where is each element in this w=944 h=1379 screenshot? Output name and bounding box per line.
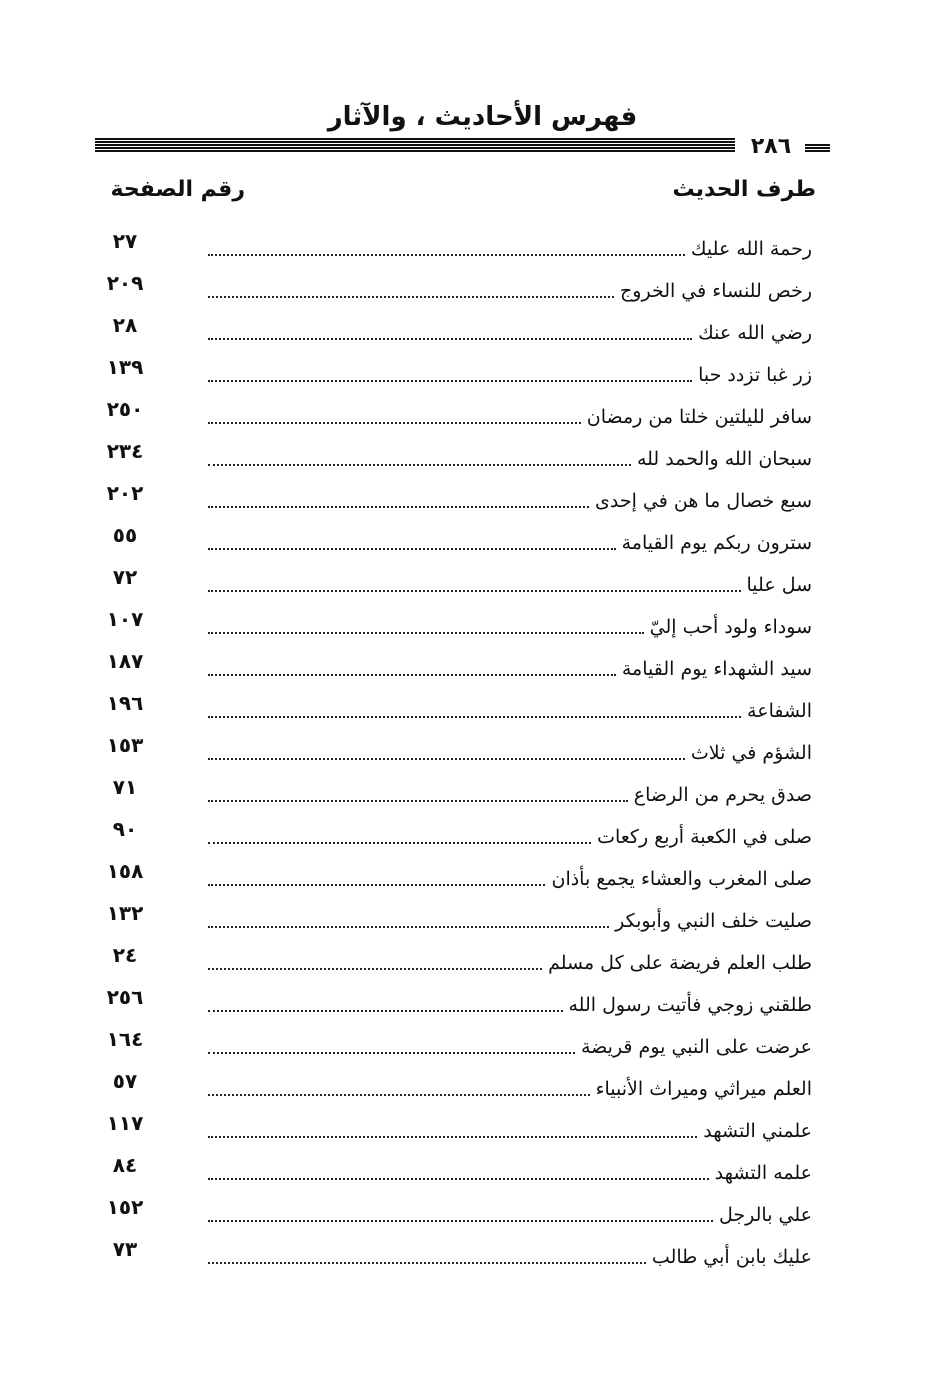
- index-entry: [90, 268, 820, 310]
- index-entry: [90, 898, 820, 940]
- entry-page-number: ١٨٧: [106, 649, 144, 673]
- index-entry: [90, 688, 820, 730]
- entry-page-number: ٩٠: [112, 817, 138, 841]
- entry-hadith-text: صدق يحرم من الرضاع: [633, 784, 812, 806]
- index-entry: [90, 478, 820, 520]
- entry-page-number: ٢٥٦: [106, 985, 144, 1009]
- index-entry: [90, 814, 820, 856]
- dot-leader: [208, 336, 692, 340]
- index-entry: [90, 646, 820, 688]
- entry-line: [208, 860, 812, 898]
- dot-leader: [208, 966, 542, 970]
- entry-page-number: ١٥٣: [106, 733, 144, 757]
- index-entry: [90, 772, 820, 814]
- dot-leader: [208, 252, 685, 256]
- dot-leader: [208, 294, 614, 298]
- entry-line: [208, 524, 812, 562]
- index-entry: [90, 940, 820, 982]
- entry-line: [208, 734, 812, 772]
- dot-leader: [208, 462, 631, 466]
- entry-page-number: ٧٢: [112, 565, 138, 589]
- dot-leader: [208, 924, 609, 928]
- entry-page-number: ١١٧: [106, 1111, 144, 1135]
- entry-line: [208, 608, 812, 646]
- dot-leader: [208, 1134, 697, 1138]
- index-entry: [90, 604, 820, 646]
- entry-hadith-text: سوداء ولود أحب إليّ: [649, 616, 812, 638]
- index-entry: [90, 982, 820, 1024]
- dot-leader: [208, 1218, 713, 1222]
- entry-page-number: ٢٠٢: [106, 481, 144, 505]
- entry-hadith-text: سافر لليلتين خلتا من رمضان: [586, 406, 812, 428]
- entry-page-number: ٢٧: [112, 229, 138, 253]
- entry-hadith-text: سبع خصال ما هن في إحدى: [594, 490, 812, 512]
- entry-hadith-text: سبحان الله والحمد لله: [636, 448, 812, 470]
- entry-page-number: ١٥٢: [106, 1195, 144, 1219]
- entry-line: [208, 1238, 812, 1276]
- index-entry: [90, 1108, 820, 1150]
- entry-line: [208, 1196, 812, 1234]
- index-entry: [90, 1066, 820, 1108]
- entry-hadith-text: علمه التشهد: [714, 1162, 812, 1184]
- entry-line: [208, 230, 812, 268]
- entry-page-number: ١٣٩: [106, 355, 144, 379]
- dot-leader: [208, 714, 741, 718]
- entry-line: [208, 776, 812, 814]
- index-entry: [90, 436, 820, 478]
- dot-leader: [208, 672, 616, 676]
- index-entry: [90, 310, 820, 352]
- index-list: [90, 226, 820, 1276]
- index-entry: [90, 730, 820, 772]
- dot-leader: [208, 1092, 590, 1096]
- entry-hadith-text: صلى المغرب والعشاء يجمع بأذان: [551, 868, 812, 890]
- entry-hadith-text: صلى في الكعبة أربع ركعات: [597, 826, 812, 848]
- entry-hadith-text: عليك بابن أبي طالب: [651, 1246, 812, 1268]
- entry-page-number: ٢٤: [112, 943, 138, 967]
- entry-line: [208, 440, 812, 478]
- entry-line: [208, 650, 812, 688]
- dot-leader: [208, 546, 616, 550]
- entry-hadith-text: طلب العلم فريضة على كل مسلم: [548, 952, 812, 974]
- entry-hadith-text: سترون ربكم يوم القيامة: [621, 532, 812, 554]
- entry-hadith-text: رخص للنساء في الخروج: [620, 280, 812, 302]
- entry-page-number: ١٣٢: [106, 901, 144, 925]
- entry-page-number: ١٠٧: [106, 607, 144, 631]
- entry-hadith-text: عرضت على النبي يوم قريضة: [581, 1036, 812, 1058]
- dot-leader: [208, 756, 685, 760]
- entry-page-number: ٥٥: [112, 523, 138, 547]
- entry-hadith-text: طلقني زوجي فأتيت رسول الله: [568, 994, 812, 1016]
- entry-page-number: ١٥٨: [106, 859, 144, 883]
- index-entry: [90, 352, 820, 394]
- dot-leader: [208, 1050, 575, 1054]
- dot-leader: [208, 504, 589, 508]
- entry-line: [208, 398, 812, 436]
- entry-line: [208, 902, 812, 940]
- index-entry: [90, 226, 820, 268]
- index-entry: [90, 520, 820, 562]
- entry-line: [208, 482, 812, 520]
- entry-line: [208, 1112, 812, 1150]
- entry-line: [208, 566, 812, 604]
- entry-hadith-text: رضي الله عنك: [698, 322, 812, 344]
- column-heading-hadith: طرف الحديث: [672, 177, 816, 202]
- page-title: فهرس الأحاديث ، والآثار: [327, 102, 638, 132]
- entry-page-number: ٨٤: [112, 1153, 138, 1177]
- dot-leader: [208, 798, 628, 802]
- page-number: ٢٨٦: [750, 134, 792, 159]
- entry-hadith-text: صليت خلف النبي وأبوبكر: [615, 910, 812, 932]
- column-heading-page: رقم الصفحة: [110, 177, 245, 202]
- dot-leader: [208, 840, 591, 844]
- entry-hadith-text: سل عليا: [746, 574, 812, 596]
- index-entry: [90, 1024, 820, 1066]
- entry-page-number: ٢٠٩: [106, 271, 144, 295]
- entry-page-number: ٥٧: [112, 1069, 138, 1093]
- entry-page-number: ٧١: [112, 775, 138, 799]
- entry-line: [208, 944, 812, 982]
- index-entry: [90, 1234, 820, 1276]
- dot-leader: [208, 630, 644, 634]
- entry-page-number: ٢٣٤: [106, 439, 144, 463]
- entry-line: [208, 356, 812, 394]
- entry-page-number: ١٦٤: [106, 1027, 144, 1051]
- entry-line: [208, 1154, 812, 1192]
- entry-line: [208, 1070, 812, 1108]
- entry-page-number: ١٩٦: [106, 691, 144, 715]
- dot-leader: [208, 1260, 646, 1264]
- index-entry: [90, 1150, 820, 1192]
- entry-hadith-text: زر غبا تزدد حبا: [698, 364, 812, 386]
- index-entry: [90, 562, 820, 604]
- entry-hadith-text: علمني التشهد: [703, 1120, 812, 1142]
- entry-hadith-text: رحمة الله عليك: [690, 238, 812, 260]
- entry-line: [208, 692, 812, 730]
- dot-leader: [208, 1008, 563, 1012]
- dot-leader: [208, 378, 692, 382]
- dot-leader: [208, 420, 581, 424]
- entry-hadith-text: العلم ميراثي وميراث الأنبياء: [595, 1078, 812, 1100]
- entry-hadith-text: الشفاعة: [747, 700, 812, 722]
- index-entry: [90, 1192, 820, 1234]
- dot-leader: [208, 882, 545, 886]
- entry-line: [208, 986, 812, 1024]
- dot-leader: [208, 1176, 709, 1180]
- entry-line: [208, 818, 812, 856]
- entry-page-number: ٧٣: [112, 1237, 138, 1261]
- entry-line: [208, 314, 812, 352]
- entry-page-number: ٢٥٠: [106, 397, 144, 421]
- page-header: [95, 100, 830, 170]
- dot-leader: [208, 588, 741, 592]
- header-rule-right: [805, 144, 830, 152]
- index-entry: [90, 856, 820, 898]
- entry-line: [208, 272, 812, 310]
- entry-line: [208, 1028, 812, 1066]
- entry-hadith-text: علي بالرجل: [719, 1204, 812, 1226]
- entry-hadith-text: سيد الشهداء يوم القيامة: [621, 658, 812, 680]
- header-rule: [95, 138, 735, 152]
- entry-hadith-text: الشؤم في ثلاث: [690, 742, 812, 764]
- index-entry: [90, 394, 820, 436]
- entry-page-number: ٢٨: [112, 313, 138, 337]
